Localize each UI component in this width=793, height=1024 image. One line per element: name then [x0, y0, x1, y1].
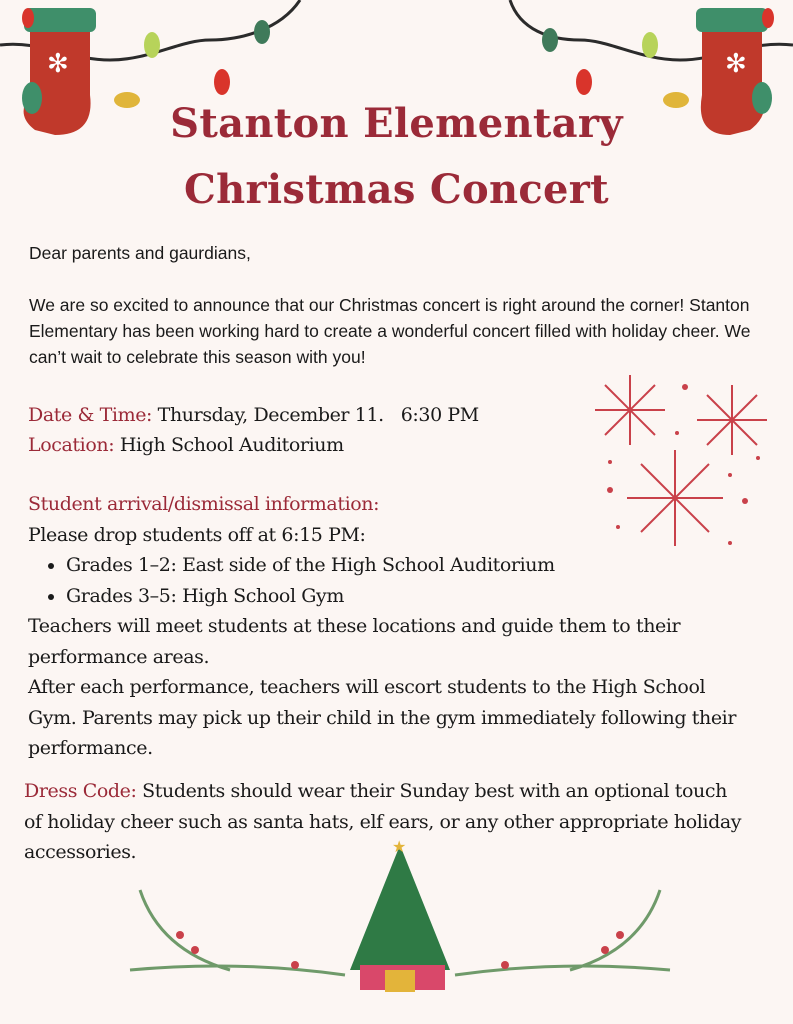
- arrival-heading: Student arrival/dismissal information:: [28, 493, 380, 515]
- svg-text:✻: ✻: [47, 49, 69, 79]
- date-label: Date & Time:: [28, 404, 153, 426]
- list-item: • Grades 3–5: High School Gym: [66, 581, 763, 612]
- location-label: Location:: [28, 434, 115, 456]
- date-value: Thursday, December 11. 6:30 PM: [152, 404, 479, 426]
- intro-paragraph: We are so excited to announce that our Christmas concert is right around the corner! Stanton Elementary has been working hard to create a wonderful concert filled with holiday cheer. We can’t wait to celebrate this season with you!: [29, 295, 751, 367]
- date-time: [28, 400, 479, 431]
- tree-icon: [350, 840, 450, 992]
- title-line-2: Christmas Concert: [184, 166, 609, 213]
- snowflake-icon: [697, 385, 767, 455]
- dress-text: Students should wear their Sunday best with an optional touch of holiday cheer such as santa hats, elf ears, or any other appropriate holiday accessories.: [24, 780, 742, 863]
- snowflake-icon: [595, 375, 665, 445]
- snowflake-icon: [627, 450, 723, 546]
- dress-label: Dress Code:: [24, 780, 137, 802]
- title-line-1: Stanton Elementary: [170, 100, 623, 147]
- svg-text:✻: ✻: [725, 49, 747, 79]
- christmas-tree-decoration: [120, 840, 680, 1000]
- greenery-right-icon: [455, 890, 670, 975]
- dropoff-text: Please drop students off at 6:15 PM:: [28, 523, 366, 546]
- greeting: Dear parents and gaurdians,: [29, 243, 251, 263]
- teachers-text: Teachers will meet students at these locations and guide them to their performance areas.: [28, 615, 681, 668]
- list-item: • Grades 1–2: East side of the High School Auditorium: [66, 550, 763, 581]
- location-value: High School Auditorium: [114, 434, 344, 456]
- snowflakes-decoration: [590, 365, 780, 555]
- greenery-left-icon: [130, 890, 345, 975]
- grade-list: [28, 550, 763, 611]
- after-text: After each performance, teachers will escort students to the High School Gym. Parents may pick up their child in the gym immediately following their performance.: [28, 676, 737, 759]
- location: [28, 430, 344, 461]
- svg-text:★: ★: [392, 840, 407, 856]
